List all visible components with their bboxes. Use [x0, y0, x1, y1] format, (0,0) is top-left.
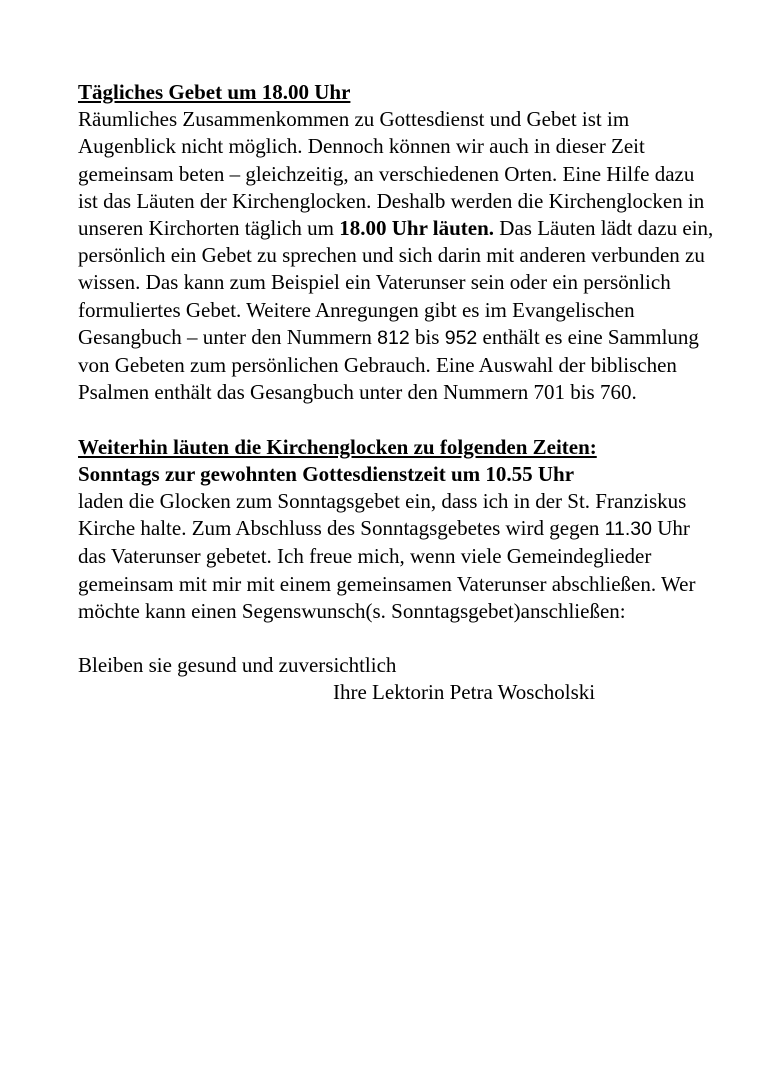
sunday-text-2: Uhr das Vaterunser gebetet. Ich freue mich, wenn viele Gemeindeglieder gemeinsam mit mir mit einem gemeinsamen Vaterunser abschließen. Wer möchte kann einen Segenswunsch(s. Sonntagsgebet)anschließen: [78, 516, 696, 623]
section-daily-prayer [78, 79, 718, 406]
daily-prayer-text-4: enthält es eine Sammlung von Gebeten zum persönlichen Gebrauch. Eine Auswahl der biblischen Psalmen enthält das Gesangbuch unter den Nummern 701 bis 760. [78, 324, 699, 405]
closing-greeting: Bleiben sie gesund und zuversichtlich [78, 653, 397, 678]
daily-prayer-text-3: bis [409, 324, 445, 349]
paragraph-sunday-prayer [78, 488, 718, 625]
sunday-prayer-time: 11.30 [604, 518, 652, 541]
sunday-text-1: laden die Glocken zum Sonntagsgebet ein, dass ich in der St. Franziskus Kirche halte. Zum Abschluss des Sonntagsgebetes wird gegen [78, 489, 687, 541]
subheading-sunday-time: Sonntags zur gewohnten Gottesdienstzeit um 10.55 Uhr [78, 461, 575, 486]
heading-bell-times: Weiterhin läuten die Kirchenglocken zu folgenden Zeiten: [78, 434, 597, 459]
daily-prayer-text-2: Das Läuten lädt dazu ein, persönlich ein Gebet zu sprechen und sich darin mit anderen verbunden zu wissen. Das kann zum Beispiel ein Vaterunser sein oder ein persönlich formuliertes Gebet. Weitere Anregungen gibt es im Evangelischen Gesangbuch – unter den Nummern [78, 216, 714, 349]
section-closing [78, 652, 718, 706]
document-page [78, 79, 718, 707]
section-bell-times [78, 434, 718, 625]
paragraph-spacer [78, 625, 718, 652]
daily-prayer-text-1: Räumliches Zusammenkommen zu Gottesdienst und Gebet ist im Augenblick nicht möglich. Dennoch können wir auch in dieser Zeit gemeinsam beten – gleichzeitig, an verschiedenen Orten. Eine Hilfe dazu ist das Läuten der Kirchenglocken. Deshalb werden die Kirchenglocken in unseren Kirchorten täglich um [78, 107, 705, 241]
paragraph-daily-prayer [78, 106, 718, 406]
paragraph-spacer [78, 406, 718, 433]
heading-daily-prayer: Tägliches Gebet um 18.00 Uhr [78, 80, 351, 104]
hymn-number-start: 812 [377, 326, 410, 349]
hymn-number-end: 952 [444, 326, 478, 349]
daily-prayer-bold-time: 18.00 Uhr läuten. [339, 216, 495, 241]
signature: Ihre Lektorin Petra Woscholski [333, 680, 596, 705]
